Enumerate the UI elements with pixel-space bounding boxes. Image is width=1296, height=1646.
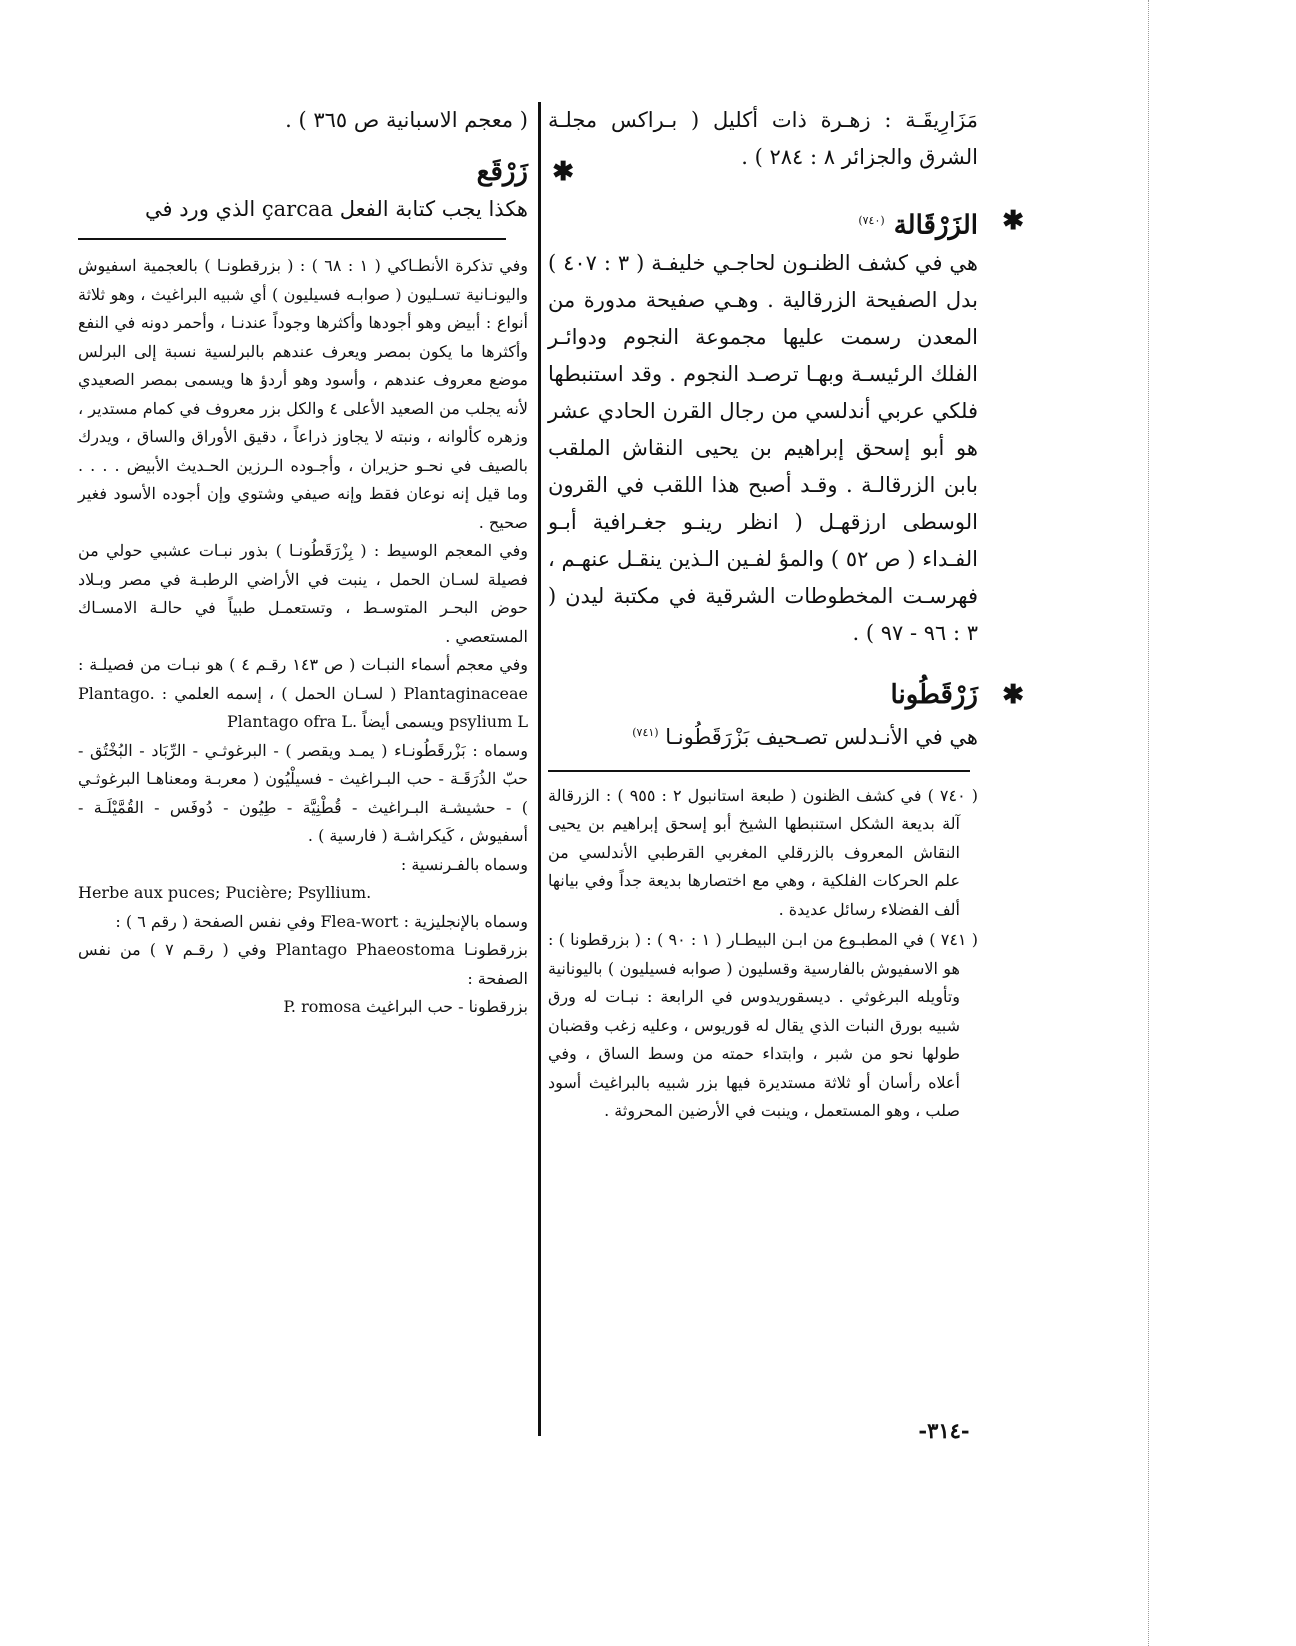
entry-zarqa xyxy=(78,153,574,228)
romosa-note: بزرقطونا - حب البراغيث P. romosa xyxy=(283,997,528,1016)
headword-zarqa xyxy=(78,153,574,191)
entry-zarqatuna-body xyxy=(548,714,978,756)
footnote-740: ( ٧٤٠ ) في كشف الظنون ( طبعة استانبول ٢ : ٩٥٥ ) : الزرقالة آلة بديعة الشكل استنبطها الشيخ أبو إسحق إبراهيم بن يحيى النقاش المعروف بالزرقلي المغربي القرطبي الأندلسي من علم الحركات الفلكية ، وهي مع اختصارها بديعة جداً وفي بيانها ألف الفضلاء رسائل عديدة . xyxy=(548,785,979,919)
synonyms-note: وسماه : بَزْرقَطُونـاء ( يمـد ويقصر ) - البرغوثـي - الرِّبَاد - البُخْتُق - حبّ الذُرَقَـة - حب البـراغيث - فسيلْيُون ( معربـة ومعناهـا البرغوثـي ) - حشيشـة البـراغيث - قُطْنِيَّة - طِيُون - دُوفَس - القُمَّيْلَـة - أسفيوش ، كَيكراشـة ( فارسية ) . xyxy=(78,740,529,845)
footnote-741: ( ٧٤١ ) في المطبـوع من ابـن البيطـار ( ١ : ٩٠ ) : ( بزرقطونا ) : هو الاسفيوش بالفارسية وقسليون ( صوابه فسيليون ) باليونانية وتأويله البرغوثي . ديسقوريدوس في الرابعة : نبـات له ورق شبيه بورق النبات الذي يقال له قوريوس ، وعليه زغب وقضبان طولها نحو من شبر ، وابتداء حمته من وسط الساق ، وفي أعلاه رأسان أو ثلاثة مستديرة فيها بزر شبيه بالبراغيث أسود صلب ، وهو المستعمل ، وينبت في الأرضين المحروثة . xyxy=(548,930,979,1121)
phaeostoma-note: بزرقطونـا Plantago Phaeostoma وفي ( رقـم ٧ ) من نفس الصفحة : xyxy=(78,940,529,988)
wasit-note: وفي المعجم الوسيط : ( بِزْرَقَطُونـا ) بذور نبـات عشبي حولي من فصيلة لسـان الحمل ، ينبت في الأراضي الرطبـة في مصر وبـلاد حوض البحـر المتوسـط ، وتستعمـل طبياً في حالـة الامسـاك المستعصي . xyxy=(78,541,528,646)
antaki-note: وفي تذكرة الأنطـاكي ( ١ : ٦٨ ) : ( بزرقطونـا ) بالعجمية اسفيوش واليونـانية تسـليون ( صوابـه فسيليون ) أي شبيه البراغيث ، وهو ثلاثة أنواع : أبيض وهو أجودها وأكثرها وجوداً عندنـا ، وأحمر دونه في النفع وأكثرها ما يكون بمصر ويعرف عندهم بالبرلسية نسبة إلى البرلس موضع معروف عندهم ، وأسود وهو أردؤ ها ويسمى بمصر الصعيدي لأنه يجلب من الصعيد الأعلى ٤ والكل بزر معروف في كمام مستدير ، وزهره كألوانه ، ونبته لا يجاوز ذراعاً ، دقيق الأوراق والساق ، ويدرك بالصيف في نحـو حزيران ، وأجـوده الـرزين الحـديث الأبيض . . . . وما قيل إنه نوعان فقط وإنه صيفي وشتوي وإن أجوده الأسود فغير صحيح . xyxy=(78,256,529,532)
headword-zarqatuna-text: زَرْقَطُونا xyxy=(890,679,978,710)
entry-mazariqa: مَزَارِيقَـة : زهـرة ذات أكليل ( بـراكس مجلـة الشرق والجزائر ٨ : ٢٨٤ ) . xyxy=(548,108,978,169)
asterisk-icon: ✱ xyxy=(1002,206,1024,236)
entry-zarqala-body: هي في كشف الظنـون لحاجـي خليفـة ( ٣ : ٤٠٧ ) بدل الصفيحة الزرقالية . وهـي صفيحة مدورة من المعدن رسمت عليها مجموعة النجوم ودوائـر الفلك الرئيسـة وبهـا ترصـد النجوم . وقد استنبطها فلكي عربي أندلسي من رجال القرن الحادي عشر هو أبو إسحق إبراهيم بن يحيى النقاش الملقب بابن الزرقالـة . وقـد أصبح هذا اللقب في القرون الوسطى ارزقهـل ( انظر رينـو جغـرافية أبـو الفـداء ( ص ٥٢ ) والمؤ لفـين الـذين ينقـل عنهـم ، فهرسـت المخطوطات الشرقية في مكتبة ليدن ( ٣ : ٩٦ - ٩٧ ) . xyxy=(548,250,978,645)
headword-zarqala xyxy=(548,202,1024,245)
footnote-separator xyxy=(548,770,970,772)
french-names-label: وسماه بالفـرنسية : xyxy=(400,854,528,874)
asterisk-icon: ✱ xyxy=(552,157,574,187)
headword-zarqala-text: الزَرْقَالة xyxy=(893,210,978,241)
column-divider xyxy=(538,102,541,1436)
entry-zarqa-body: هكذا يجب كتابة الفعل çarcaa الذي ورد في xyxy=(144,197,528,221)
english-names-note: وسماه بالإنجليزية : Flea-wort وفي نفس الصفحة ( رقم ٦ ) : xyxy=(115,911,528,931)
headword-zarqa-text: زَرْقَع xyxy=(476,157,528,187)
page-number: -٣١٤- xyxy=(918,1418,970,1443)
french-names: Herbe aux puces; Pucière; Psyllium. xyxy=(78,883,372,902)
left-column xyxy=(78,102,574,1022)
footnote-separator xyxy=(78,238,506,240)
entry-zarqatuna xyxy=(548,676,1024,756)
footnote-ref-740: (٧٤٠) xyxy=(858,214,885,227)
entry-zarqala xyxy=(548,202,1024,652)
right-column xyxy=(548,102,1024,1128)
left-top-line: ( معجم الاسبانية ص ٣٦٥ ) . xyxy=(285,108,528,132)
plant-names-note: وفي معجم أسماء النبـات ( ص ١٤٣ رقـم ٤ ) هو نبـات من فصيلـة : Plantaginaceae ( لسـان الحمل ) ، إسمه العلمي : .Plantago psylium L ويسمى أيضاً .Plantago ofra L xyxy=(78,655,529,731)
footnote-ref-741: (٧٤١) xyxy=(632,725,659,739)
scan-edge-line xyxy=(1148,0,1149,1646)
entry-zarqatuna-text: هي في الأنـدلس تصـحيف بَزْرَقَطُونـا xyxy=(665,724,978,749)
headword-zarqatuna xyxy=(548,676,1024,714)
asterisk-icon: ✱ xyxy=(1002,679,1024,710)
